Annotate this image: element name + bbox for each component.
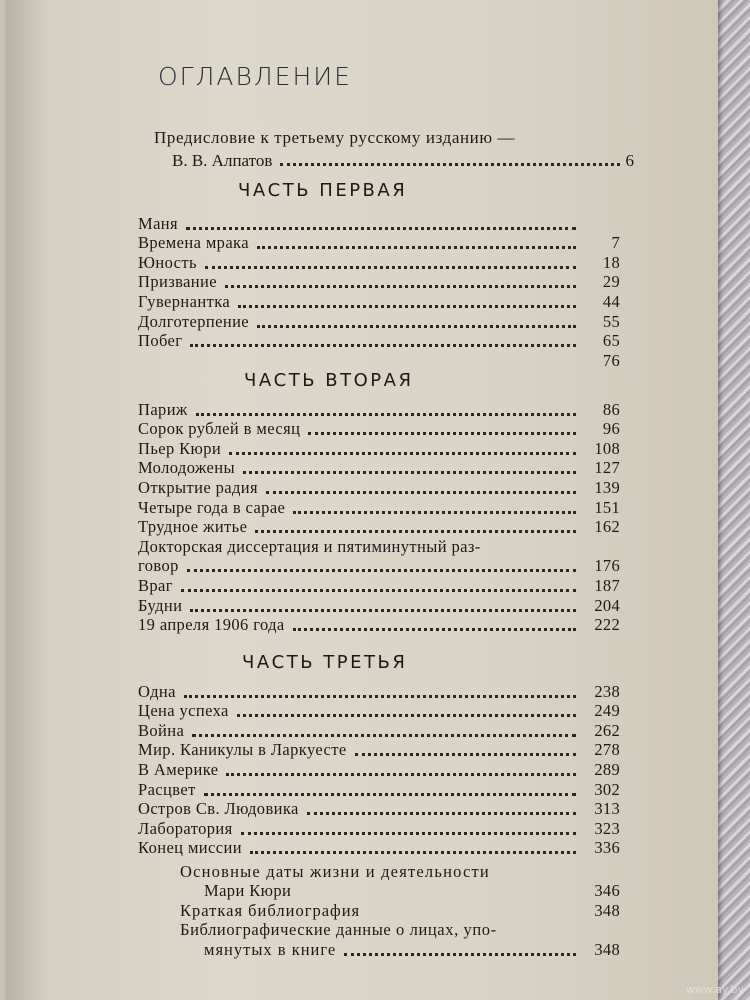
- toc-row[interactable]: [138, 882, 620, 902]
- chapter-title: В Америке: [138, 759, 219, 779]
- appendix-page: 346: [594, 881, 620, 901]
- chapter-page: 86: [602, 399, 620, 419]
- chapter-page: 65: [602, 331, 620, 351]
- toc-row[interactable]: [138, 901, 620, 921]
- toc-part-2: [138, 400, 620, 635]
- appendix-title: Мари Кюри: [204, 881, 292, 901]
- toc-row[interactable]: [138, 839, 620, 859]
- chapter-page: 222: [594, 615, 620, 635]
- dot-leader: [229, 452, 576, 455]
- toc-row[interactable]: [138, 253, 620, 273]
- chapter-title: Трудное житье: [138, 517, 248, 537]
- toc-row[interactable]: [138, 439, 620, 459]
- preface-entry: [154, 128, 634, 171]
- toc-row[interactable]: [138, 459, 620, 479]
- dot-leader: [226, 773, 576, 776]
- dot-leader: [186, 227, 576, 230]
- toc-row[interactable]: [138, 498, 620, 518]
- chapter-title: Расцвет: [138, 779, 196, 799]
- appendix-title: Библиографические данные о лицах, упо-: [180, 920, 497, 940]
- chapter-page: 323: [594, 818, 620, 838]
- chapter-title: Конец миссии: [138, 838, 242, 858]
- chapter-title: Маня: [138, 213, 179, 233]
- chapter-title: Четыре года в сарае: [138, 497, 286, 517]
- chapter-title: 19 апреля 1906 года: [138, 615, 285, 635]
- chapter-page: 7: [611, 233, 620, 253]
- chapter-title: Призвание: [138, 272, 217, 292]
- dot-leader: [204, 793, 576, 796]
- chapter-page: 108: [594, 438, 620, 458]
- book-page: [6, 0, 718, 1000]
- toc-row[interactable]: [138, 273, 620, 293]
- chapter-title: Война: [138, 720, 185, 740]
- toc-row[interactable]: [138, 292, 620, 312]
- chapter-page: 336: [594, 838, 620, 858]
- chapter-title: Долготерпение: [138, 311, 250, 331]
- toc-row[interactable]: [138, 400, 620, 420]
- chapter-title: Юность: [138, 252, 197, 272]
- part-title-2: ЧАСТЬ ВТОРАЯ: [244, 370, 414, 391]
- toc-row[interactable]: [138, 940, 620, 960]
- toc-row[interactable]: [138, 760, 620, 780]
- preface-page: 6: [625, 151, 634, 170]
- dot-leader: [190, 609, 576, 612]
- chapter-page: 151: [594, 497, 620, 517]
- toc-row[interactable]: [138, 800, 620, 820]
- chapter-title: Лаборатория: [138, 818, 233, 838]
- chapter-title: Гувернантка: [138, 291, 231, 311]
- toc-row[interactable]: [138, 518, 620, 538]
- chapter-title: Цена успеха: [138, 701, 229, 721]
- chapter-title: Париж: [138, 399, 188, 419]
- chapter-title: Открытие радия: [138, 477, 258, 497]
- chapter-page: 302: [594, 779, 620, 799]
- preface-line-2: [154, 151, 634, 171]
- chapter-page: 238: [594, 681, 620, 701]
- dot-leader: [225, 285, 576, 288]
- chapter-title: Молодожены: [138, 458, 235, 478]
- part-title-3: ЧАСТЬ ТРЕТЬЯ: [242, 652, 408, 673]
- dot-leader: [355, 753, 576, 756]
- dot-leader: [192, 734, 576, 737]
- dot-leader: [255, 530, 576, 533]
- toc-row[interactable]: [138, 862, 620, 882]
- toc-row[interactable]: [138, 596, 620, 616]
- toc-row[interactable]: [138, 478, 620, 498]
- dot-leader: [241, 832, 576, 835]
- toc-row[interactable]: [138, 537, 620, 557]
- chapter-title: Сорок рублей в месяц: [138, 419, 301, 439]
- chapter-page: 187: [594, 575, 620, 595]
- dot-leader: [187, 569, 576, 572]
- chapter-page: 29: [602, 272, 620, 292]
- dot-leader: [237, 714, 576, 717]
- dot-leader: [280, 163, 619, 166]
- chapter-page: 96: [602, 419, 620, 439]
- chapter-page: 249: [594, 701, 620, 721]
- toc-part-3: [138, 682, 620, 858]
- toc-row[interactable]: [138, 420, 620, 440]
- chapter-title: Враг: [138, 575, 173, 595]
- dot-leader: [344, 953, 576, 956]
- chapter-page: 127: [594, 458, 620, 478]
- chapter-title: Побег: [138, 331, 183, 351]
- toc-row[interactable]: [138, 780, 620, 800]
- appendix-title: Основные даты жизни и деятельности: [180, 861, 490, 881]
- appendix-title: Краткая библиография: [180, 900, 361, 920]
- toc-row[interactable]: [138, 921, 620, 941]
- part-title-1: ЧАСТЬ ПЕРВАЯ: [238, 180, 408, 201]
- toc-row[interactable]: [138, 576, 620, 596]
- chapter-page: 55: [602, 311, 620, 331]
- toc-row[interactable]: [138, 312, 620, 332]
- appendix-title: мянутых в книге: [204, 939, 337, 959]
- chapter-page: 313: [594, 799, 620, 819]
- chapter-page: 262: [594, 720, 620, 740]
- chapter-page: 278: [594, 740, 620, 760]
- toc-row[interactable]: [138, 616, 620, 636]
- dot-leader: [243, 471, 576, 474]
- chapter-page: 176: [594, 556, 620, 576]
- chapter-page: 162: [594, 517, 620, 537]
- dot-leader: [238, 305, 576, 308]
- toc-row[interactable]: [138, 214, 620, 234]
- appendix-page: 348: [594, 939, 620, 959]
- toc-appendix: [138, 862, 620, 960]
- toc-row[interactable]: [138, 351, 620, 371]
- dot-leader: [184, 695, 576, 698]
- toc-part-1: [138, 214, 620, 371]
- dot-leader: [190, 344, 576, 347]
- dot-leader: [307, 812, 576, 815]
- appendix-page: 348: [594, 900, 620, 920]
- watermark: www.ay.by: [685, 983, 744, 996]
- toc-row[interactable]: [138, 741, 620, 761]
- dot-leader: [293, 628, 576, 631]
- chapter-title: Мир. Каникулы в Ларкуесте: [138, 740, 347, 760]
- chapter-page: 18: [602, 252, 620, 272]
- preface-line-1: Предисловие к третьему русскому изданию —: [154, 128, 516, 147]
- chapter-page: 204: [594, 595, 620, 615]
- chapter-title: Будни: [138, 595, 183, 615]
- page-title: ОГЛАВЛЕНИЕ: [158, 62, 352, 91]
- toc-row[interactable]: [138, 702, 620, 722]
- dot-leader: [257, 246, 576, 249]
- dot-leader: [308, 432, 576, 435]
- toc-row[interactable]: [138, 332, 620, 352]
- dot-leader: [293, 511, 576, 514]
- preface-author: В. В. Алпатов: [172, 151, 273, 170]
- chapter-title: Одна: [138, 681, 176, 701]
- chapter-title: говор: [138, 556, 179, 576]
- chapter-title: Докторская диссертация и пятиминутный раз-: [138, 536, 481, 556]
- toc-row[interactable]: [138, 682, 620, 702]
- toc-row[interactable]: [138, 557, 620, 577]
- chapter-page: 44: [602, 291, 620, 311]
- chapter-page: 289: [594, 759, 620, 779]
- chapter-title: Времена мрака: [138, 233, 249, 253]
- chapter-title: Пьер Кюри: [138, 438, 222, 458]
- dot-leader: [266, 491, 576, 494]
- chapter-page: 76: [602, 350, 620, 370]
- chapter-title: Остров Св. Людовика: [138, 799, 299, 819]
- toc-row[interactable]: [138, 234, 620, 254]
- dot-leader: [257, 325, 576, 328]
- dot-leader: [181, 589, 576, 592]
- dot-leader: [250, 851, 576, 854]
- toc-row[interactable]: [138, 819, 620, 839]
- chapter-page: 139: [594, 477, 620, 497]
- dot-leader: [196, 413, 576, 416]
- toc-row[interactable]: [138, 721, 620, 741]
- dot-leader: [205, 266, 576, 269]
